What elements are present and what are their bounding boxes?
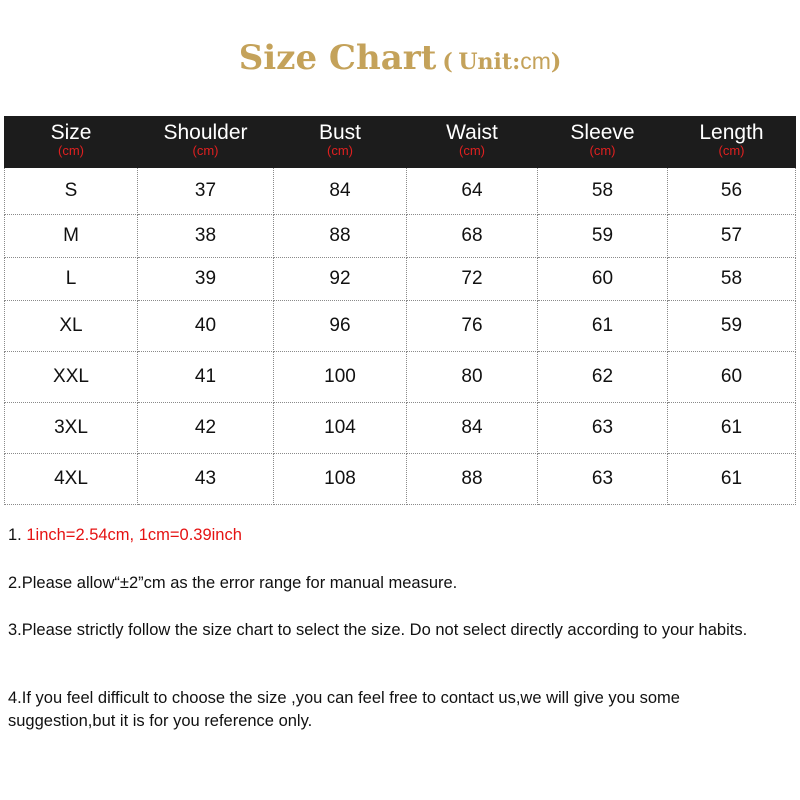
header-sleeve — [538, 117, 668, 168]
header-label: Size — [50, 121, 92, 144]
cell-waist: 84 — [407, 403, 538, 454]
header-size — [5, 117, 138, 168]
note-error-range: 2.Please allow“±2”cm as the error range for manual measure. — [8, 574, 458, 592]
title-unit-value: cm — [520, 48, 551, 74]
cell-sleeve: 58 — [538, 168, 668, 215]
cell-bust: 104 — [274, 403, 407, 454]
table-row — [5, 403, 796, 454]
cell-waist: 64 — [407, 168, 538, 215]
table-row — [5, 352, 796, 403]
cell-sleeve: 60 — [538, 258, 668, 301]
table-row — [5, 258, 796, 301]
cell-bust: 100 — [274, 352, 407, 403]
header-unit: (cm) — [589, 143, 616, 158]
cell-bust: 88 — [274, 215, 407, 258]
header-unit: (cm) — [718, 143, 745, 158]
page-title — [0, 38, 800, 78]
cell-length: 58 — [668, 258, 796, 301]
cell-shoulder: 41 — [138, 352, 274, 403]
header-label: Waist — [446, 121, 498, 144]
cell-length: 57 — [668, 215, 796, 258]
cell-sleeve: 63 — [538, 403, 668, 454]
cell-size: S — [5, 168, 138, 215]
cell-sleeve: 59 — [538, 215, 668, 258]
cell-waist: 68 — [407, 215, 538, 258]
header-label: Bust — [318, 121, 362, 144]
cell-size: XXL — [5, 352, 138, 403]
title-unit-word: Unit: — [458, 49, 521, 75]
cell-waist: 76 — [407, 301, 538, 352]
cell-size: XL — [5, 301, 138, 352]
title-open-paren: ( — [442, 49, 453, 75]
cell-waist: 80 — [407, 352, 538, 403]
cell-shoulder: 42 — [138, 403, 274, 454]
header-unit: (cm) — [192, 143, 219, 158]
title-main: Size Chart — [238, 38, 437, 78]
header-label: Length — [699, 121, 764, 144]
note-contact: 4.If you feel difficult to choose the size ,you can feel free to contact us,we will give you some suggestion,but it is for you reference only. — [8, 689, 680, 730]
cell-bust: 84 — [274, 168, 407, 215]
header-unit: (cm) — [327, 143, 353, 158]
cell-sleeve: 62 — [538, 352, 668, 403]
cell-bust: 108 — [274, 454, 407, 505]
header-shoulder — [138, 117, 274, 168]
cell-waist: 72 — [407, 258, 538, 301]
cell-length: 61 — [668, 454, 796, 505]
cell-sleeve: 63 — [538, 454, 668, 505]
cell-size: 4XL — [5, 454, 138, 505]
title-close-paren: ) — [550, 49, 562, 75]
cell-sleeve: 61 — [538, 301, 668, 352]
cell-size: 3XL — [5, 403, 138, 454]
table-row — [5, 215, 796, 258]
table-row — [5, 168, 796, 215]
size-table — [4, 116, 796, 505]
header-label: Shoulder — [163, 121, 248, 144]
table-header-row — [5, 117, 796, 168]
cell-shoulder: 40 — [138, 301, 274, 352]
cell-bust: 96 — [274, 301, 407, 352]
cell-shoulder: 38 — [138, 215, 274, 258]
header-unit: (cm) — [459, 143, 485, 158]
table-row — [5, 454, 796, 505]
cell-length: 60 — [668, 352, 796, 403]
cell-waist: 88 — [407, 454, 538, 505]
header-length — [668, 117, 796, 168]
cell-shoulder: 39 — [138, 258, 274, 301]
header-waist — [407, 117, 538, 168]
cell-shoulder: 37 — [138, 168, 274, 215]
cell-size: M — [5, 215, 138, 258]
header-bust — [274, 117, 407, 168]
cell-size: L — [5, 258, 138, 301]
cell-length: 59 — [668, 301, 796, 352]
table-row — [5, 301, 796, 352]
cell-bust: 92 — [274, 258, 407, 301]
header-label: Sleeve — [570, 121, 635, 144]
note-conversion-prefix: 1. — [8, 526, 27, 544]
note-follow-chart: 3.Please strictly follow the size chart to select the size. Do not select directly according to your habits. — [8, 621, 748, 639]
cell-length: 56 — [668, 168, 796, 215]
note-conversion — [8, 524, 788, 547]
cell-shoulder: 43 — [138, 454, 274, 505]
cell-length: 61 — [668, 403, 796, 454]
note-conversion-highlight: 1inch=2.54cm, 1cm=0.39inch — [26, 526, 242, 544]
header-unit: (cm) — [58, 143, 84, 158]
